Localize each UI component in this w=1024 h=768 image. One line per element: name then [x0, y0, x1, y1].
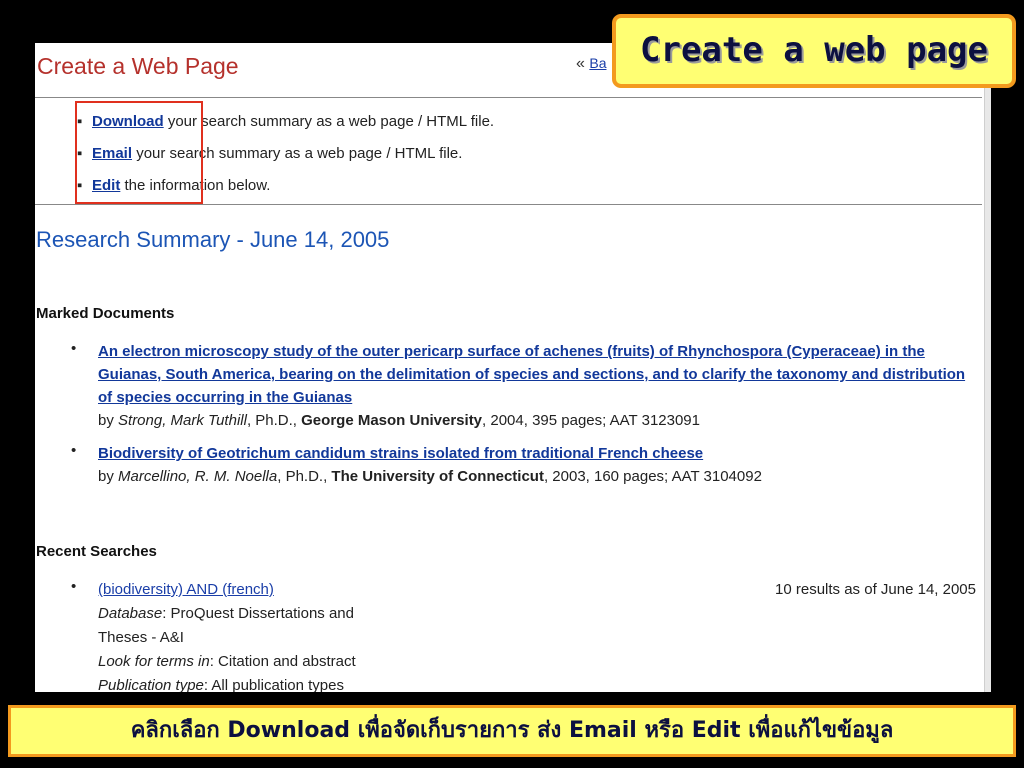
email-link[interactable]: Email	[92, 145, 133, 162]
database-value: : ProQuest Dissertations and Theses - A&I	[98, 605, 354, 646]
list-item	[71, 578, 976, 692]
document-details: , 2003, 160 pages; AAT 3104092	[543, 468, 762, 485]
caption-email: Email	[568, 718, 637, 743]
bullet-icon: •	[71, 340, 77, 357]
document-title-link[interactable]: Biodiversity of Geotrichum candidum strains isolated from traditional French cheese	[98, 445, 704, 462]
divider	[35, 204, 982, 205]
caption-text: คลิกเลือก	[130, 718, 228, 743]
search-terms	[98, 650, 976, 674]
list-item	[71, 442, 971, 488]
edit-link[interactable]: Edit	[92, 177, 121, 194]
caption-download: Download	[227, 718, 351, 743]
document-school: The University of Connecticut	[331, 468, 544, 485]
recent-searches-heading: Recent Searches	[36, 543, 157, 560]
list-item	[71, 340, 971, 432]
document-school: George Mason University	[301, 412, 483, 429]
browser-page	[35, 43, 990, 692]
recent-searches-list	[71, 578, 976, 692]
document-author: Marcellino, R. M. Noella	[118, 468, 278, 485]
bullet-icon: •	[71, 578, 77, 595]
document-details: , 2004, 395 pages; AAT 3123091	[482, 412, 700, 429]
callout-title: Create a web page	[612, 14, 1016, 88]
document-title-link[interactable]: An electron microscopy study of the outer pericarp surface of achenes (fruits) of Rhynchospora (Cyperaceae) in the Guianas, South America, bearing on the delimitation of species and sections, and to clarify the taxonomy and distribution of species occurring in the Guianas	[98, 343, 966, 406]
summary-title: Research Summary - June 14, 2005	[36, 227, 390, 252]
by-label: by	[98, 468, 119, 485]
action-text: your search summary as a web page / HTML file.	[163, 113, 495, 130]
search-query-link[interactable]: (biodiversity) AND (french)	[98, 581, 274, 598]
bullet-icon: ▪	[77, 113, 83, 130]
page-title: Create a Web Page	[37, 53, 239, 79]
caption-edit: Edit	[691, 718, 741, 743]
search-database	[98, 602, 388, 650]
highlight-box	[75, 101, 203, 204]
caption-text: เพื่อแก้ไขข้อมูล	[740, 718, 894, 743]
bullet-icon: ▪	[77, 145, 83, 162]
caption-bar	[8, 705, 1016, 757]
search-results-count: 10 results as of June 14, 2005	[775, 581, 976, 598]
back-link[interactable]: Ba	[589, 55, 607, 71]
caption-text: เพื่อจัดเก็บรายการ ส่ง	[350, 718, 569, 743]
pubtype-label: Publication type	[98, 677, 204, 692]
bullet-icon: •	[71, 442, 77, 459]
database-label: Database	[98, 605, 163, 622]
pubtype-value: : All publication types	[203, 677, 344, 692]
caption-text: หรือ	[636, 718, 692, 743]
bullet-icon: ▪	[77, 177, 83, 194]
marked-documents-list	[71, 340, 971, 498]
by-label: by	[98, 412, 119, 429]
document-meta	[98, 409, 971, 432]
download-link[interactable]: Download	[92, 113, 164, 130]
divider	[35, 97, 982, 98]
document-meta	[98, 465, 971, 488]
back-arrow-icon: «	[576, 55, 585, 72]
search-pubtype	[98, 674, 976, 692]
document-author: Strong, Mark Tuthill	[118, 412, 247, 429]
scrollbar[interactable]	[984, 43, 991, 692]
document-degree: , Ph.D.,	[277, 468, 332, 485]
action-text: the information below.	[120, 177, 271, 194]
terms-value: : Citation and abstract	[209, 653, 356, 670]
back-link-area	[576, 55, 606, 73]
marked-documents-heading: Marked Documents	[36, 305, 175, 322]
action-text: your search summary as a web page / HTML file.	[132, 145, 463, 162]
terms-label: Look for terms in	[98, 653, 210, 670]
document-degree: , Ph.D.,	[246, 412, 302, 429]
